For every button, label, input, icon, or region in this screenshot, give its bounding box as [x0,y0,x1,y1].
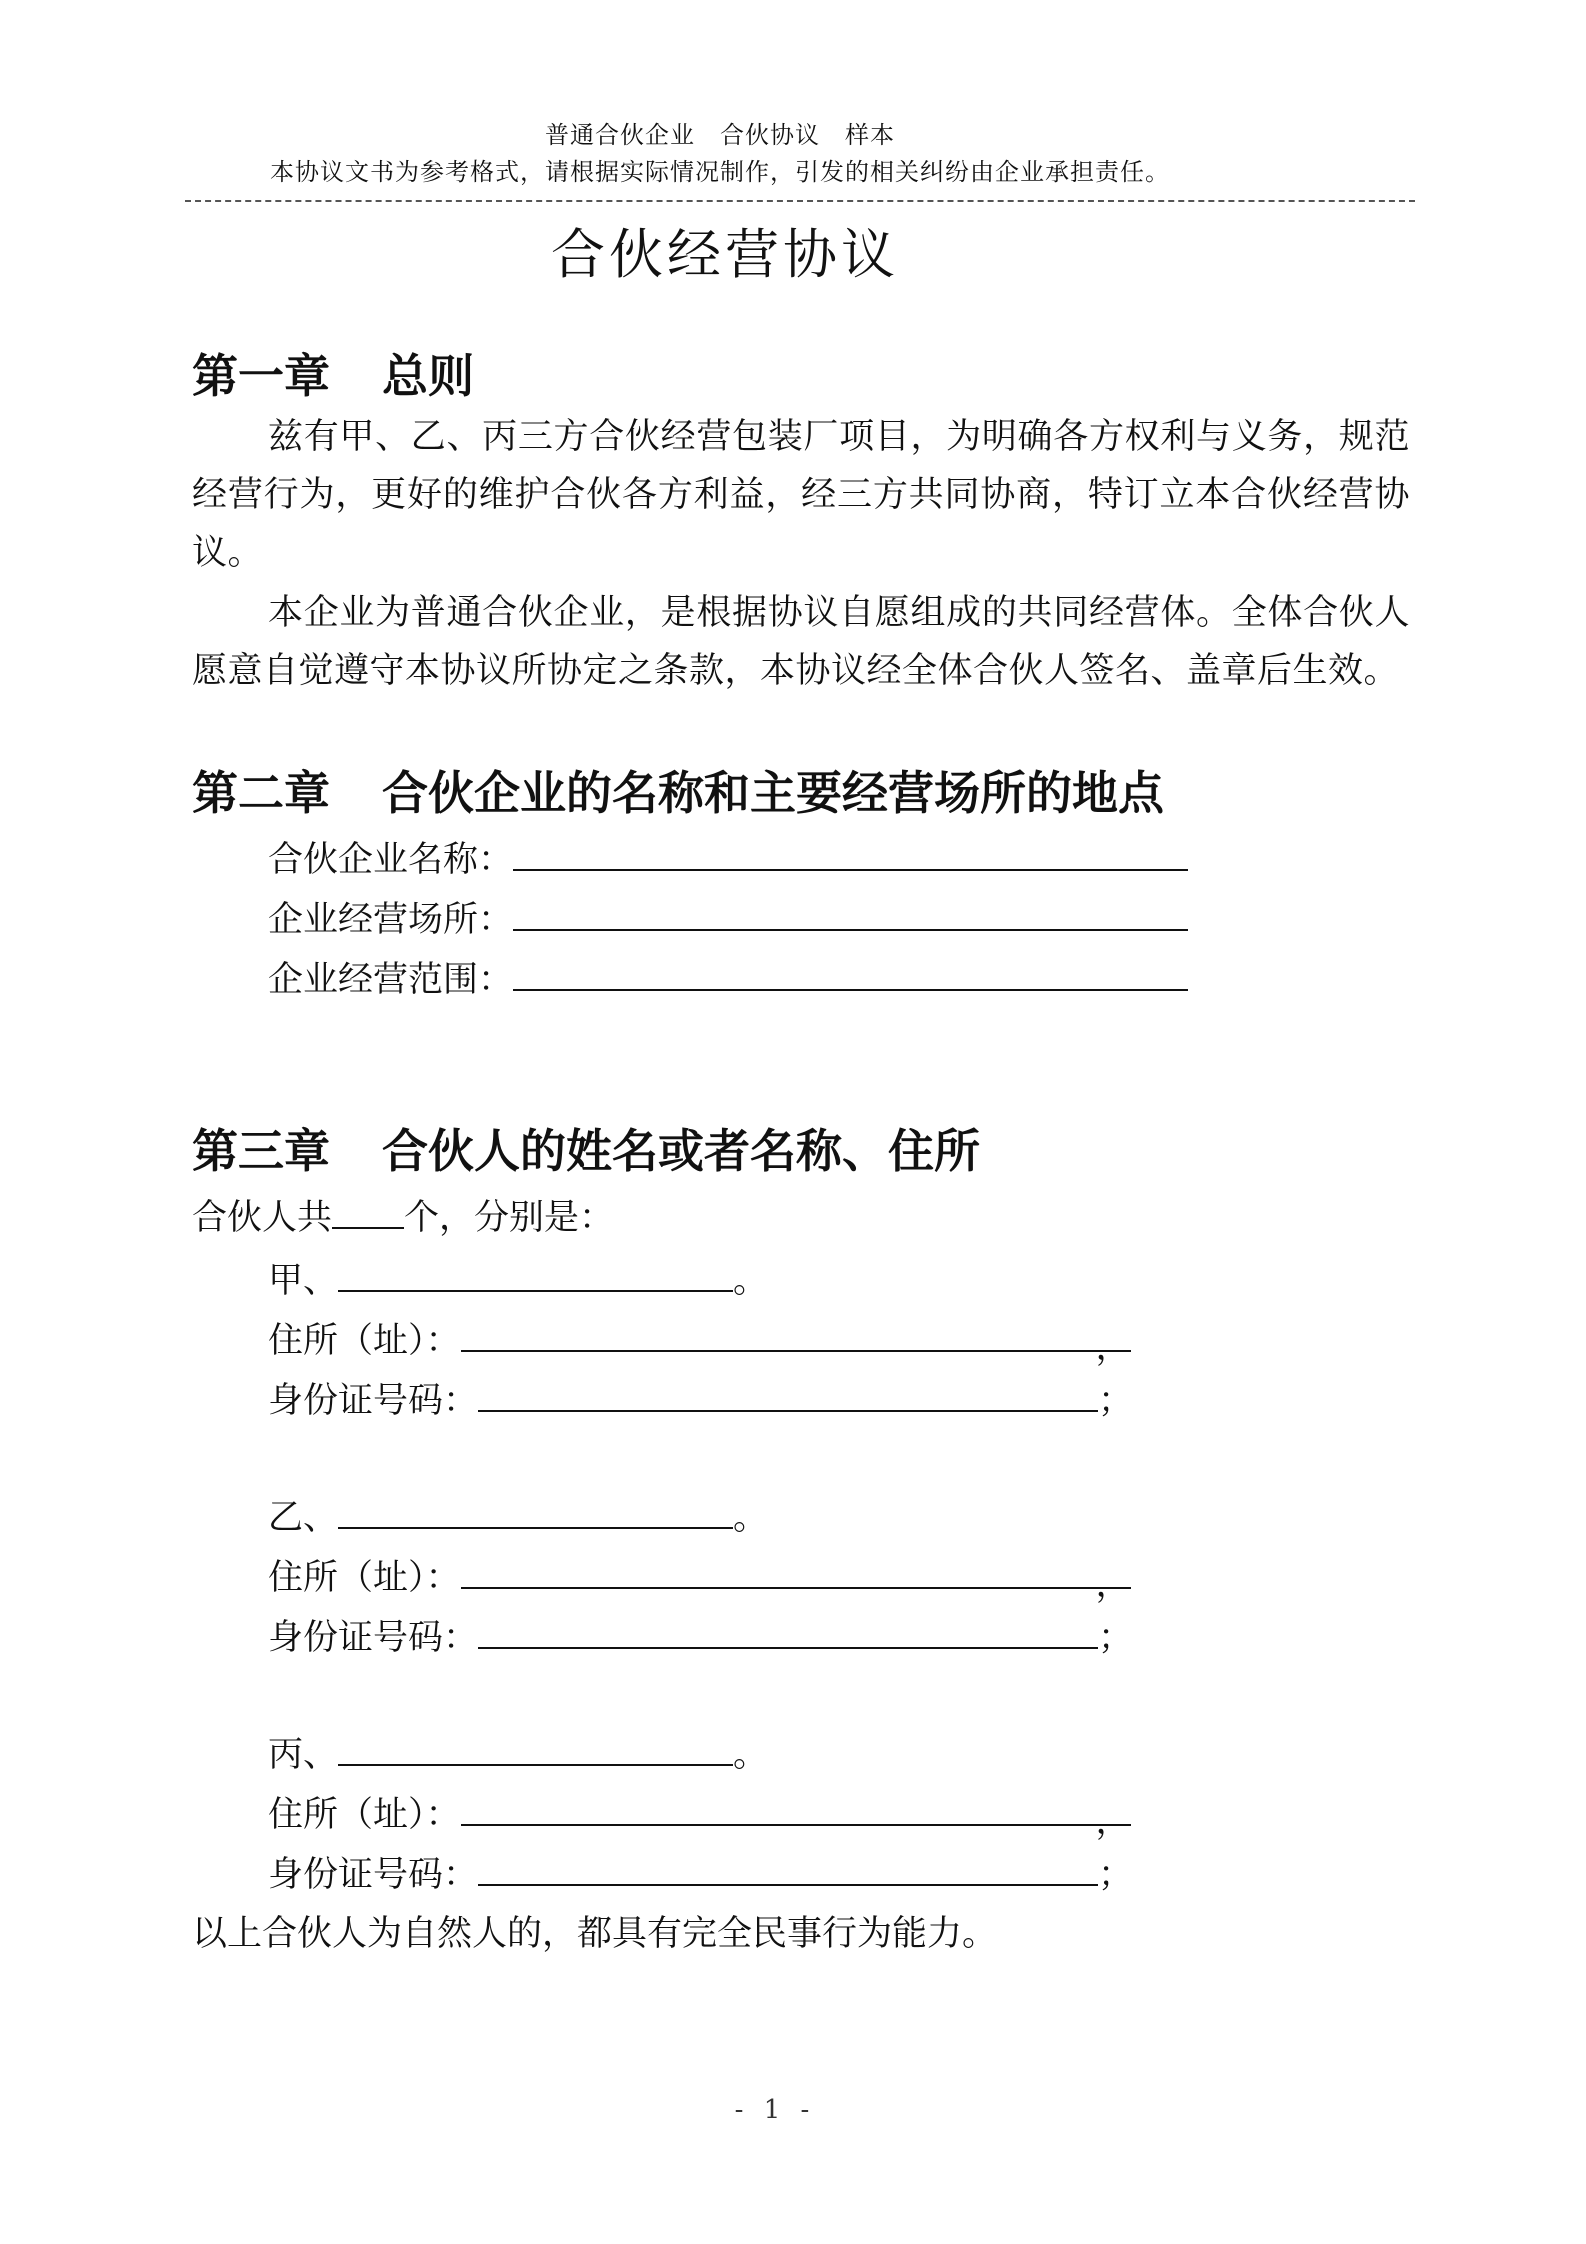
chapter-1-number: 第一章 [192,349,330,403]
chapter-1-heading [192,340,474,406]
id-label: 身份证号码： [268,1381,479,1421]
field-business-premises [268,892,1188,942]
partner-b-end: 。 [733,1498,769,1538]
field-label: 合伙企业名称： [268,840,514,880]
id-label: 身份证号码： [268,1855,479,1895]
partner-a-line [268,1253,768,1303]
closing-statement: 以上合伙人为自然人的，都具有完全民事行为能力。 [192,1914,998,1954]
partner-c-blank[interactable] [338,1734,733,1766]
field-enterprise-name [268,832,1188,882]
blank-line[interactable] [513,959,1188,991]
address-label: 住所（址）： [268,1795,461,1835]
address-label: 住所（址）： [268,1558,461,1598]
partner-a-label: 甲、 [268,1261,339,1301]
partner-c-id [268,1847,1133,1897]
page-number: - 1 - [734,2095,816,2125]
blank-line[interactable] [513,839,1188,871]
id-label: 身份证号码： [268,1618,479,1658]
id-blank[interactable] [478,1854,1098,1886]
header-line-1: 普通合伙企业 合伙协议 样本 [545,121,895,149]
field-label: 企业经营范围： [268,960,514,1000]
partner-a-address [268,1313,1131,1368]
id-end: ； [1098,1381,1134,1421]
partner-a-id [268,1373,1133,1423]
address-blank[interactable] [461,1794,1131,1842]
header-divider [185,200,1415,202]
partner-b-line [268,1490,768,1540]
partner-count-line [192,1190,614,1240]
chapter-2-name: 合伙企业的名称和主要经营场所的地点 [382,766,1164,820]
chapter-2-number: 第二章 [192,766,330,820]
partner-count-blank[interactable] [332,1197,404,1229]
partner-b-label: 乙、 [268,1498,339,1538]
field-label: 企业经营场所： [268,900,514,940]
partner-b-id [268,1610,1133,1660]
address-label: 住所（址）： [268,1321,461,1361]
partner-b-blank[interactable] [338,1497,733,1529]
chapter-1-paragraph-2: 本企业为普通合伙企业，是根据协议自愿组成的共同经营体。全体合伙人愿意自觉遵守本协议所协定之条款，本协议经全体合伙人签名、盖章后生效。 [192,593,1410,691]
partner-a-end: 。 [733,1261,769,1301]
chapter-3-number: 第三章 [192,1124,330,1178]
address-end: ， [1095,1565,1131,1605]
partner-c-line [268,1727,768,1777]
field-business-scope [268,952,1188,1002]
partner-count-prefix: 合伙人共 [192,1198,333,1238]
partner-c-label: 丙、 [268,1735,339,1775]
id-end: ； [1098,1855,1134,1895]
id-blank[interactable] [478,1617,1098,1649]
partner-a-blank[interactable] [338,1260,733,1292]
address-blank[interactable] [461,1320,1131,1368]
partner-c-address [268,1787,1131,1842]
chapter-1-name: 总则 [382,349,474,403]
address-end: ， [1095,1802,1131,1842]
chapter-2-heading [192,757,1164,823]
chapter-3-name: 合伙人的姓名或者名称、住所 [382,1124,980,1178]
address-blank[interactable] [461,1557,1131,1605]
blank-line[interactable] [513,899,1188,931]
document-title: 合伙经营协议 [551,223,899,286]
chapter-1-paragraph-1: 兹有甲、乙、丙三方合伙经营包装厂项目，为明确各方权利与义务，规范经营行为，更好的维护合伙各方利益，经三方共同协商，特订立本合伙经营协议。 [192,417,1410,573]
address-end: ， [1095,1328,1131,1368]
partner-c-end: 。 [733,1735,769,1775]
chapter-3-heading [192,1115,980,1181]
partner-b-address [268,1550,1131,1605]
id-end: ； [1098,1618,1134,1658]
partner-count-suffix: 个，分别是： [404,1198,615,1238]
id-blank[interactable] [478,1380,1098,1412]
header-line-2: 本协议文书为参考格式，请根据实际情况制作，引发的相关纠纷由企业承担责任。 [270,158,1170,186]
